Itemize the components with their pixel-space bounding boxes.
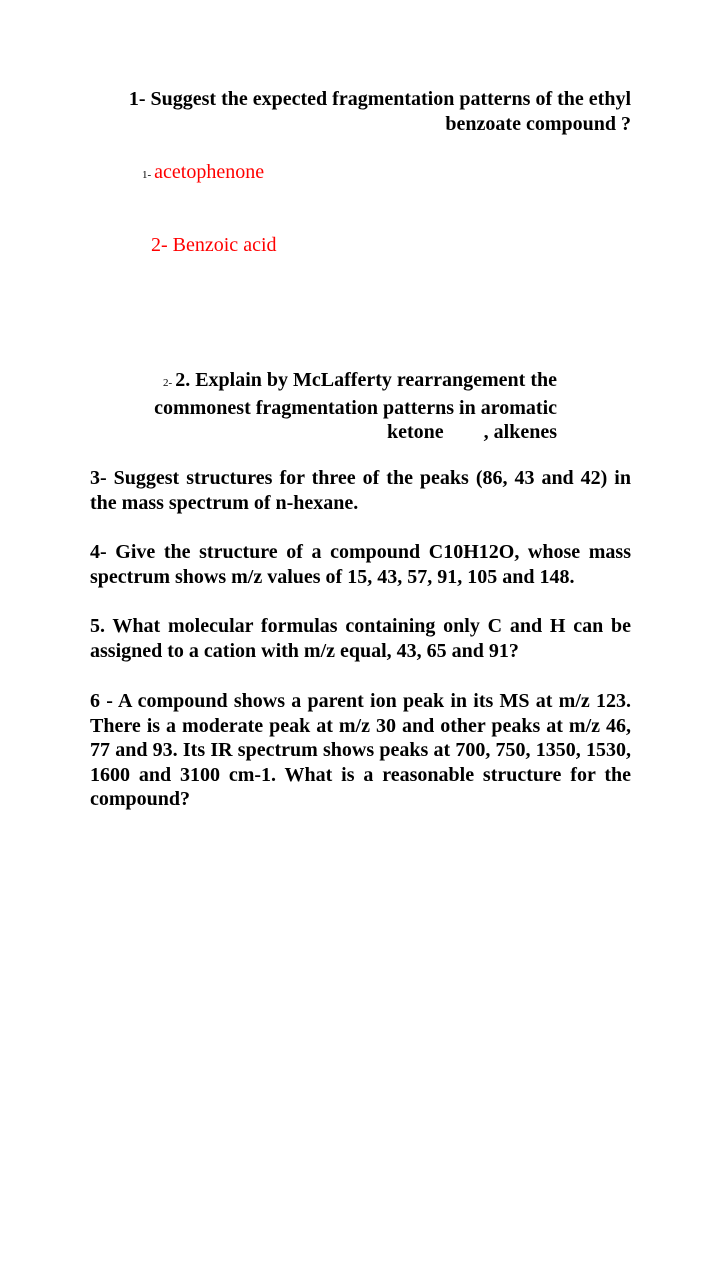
question-2-small-number: 2- <box>163 377 173 389</box>
answer-2 <box>151 233 277 257</box>
answer-2-text: 2- Benzoic acid <box>151 234 277 256</box>
question-5: 5. What molecular formulas containing only C and H can be assigned to a cation with m/z equal, 43, 65 and 91? <box>90 615 631 662</box>
question-2-line-2: commonest fragmentation patterns in aromatic <box>154 396 557 419</box>
question-1-line-2: benzoate compound ? <box>445 112 631 135</box>
question-6: 6 - A compound shows a parent ion peak in its MS at m/z 123. There is a moderate peak at m/z 30 and other peaks at m/z 46, 77 and 93. Its IR spectrum shows peaks at 700, 750, 1350, 1530, 1600 and 3100 cm-1. What is a reasonable structure for the compound? <box>90 690 631 811</box>
question-4: 4- Give the structure of a compound C10H12O, whose mass spectrum shows m/z values of 15, 43, 57, 91, 105 and 148. <box>90 541 631 588</box>
question-2-line-3-part-2: , alkenes <box>483 421 557 444</box>
question-2-line-3-part-1: ketone <box>386 421 444 444</box>
answer-1-number: 1- <box>142 169 152 181</box>
answer-1-text: acetophenone <box>154 161 265 183</box>
question-3: 3- Suggest structures for three of the peaks (86, 43 and 42) in the mass spectrum of n-hexane. <box>90 467 631 514</box>
question-1-line-1: 1- Suggest the expected fragmentation patterns of the ethyl <box>128 88 631 110</box>
question-2 <box>120 368 557 445</box>
answer-1 <box>142 160 264 187</box>
question-2-line-1: 2. Explain by McLafferty rearrangement the <box>175 369 557 391</box>
question-1 <box>90 87 631 136</box>
